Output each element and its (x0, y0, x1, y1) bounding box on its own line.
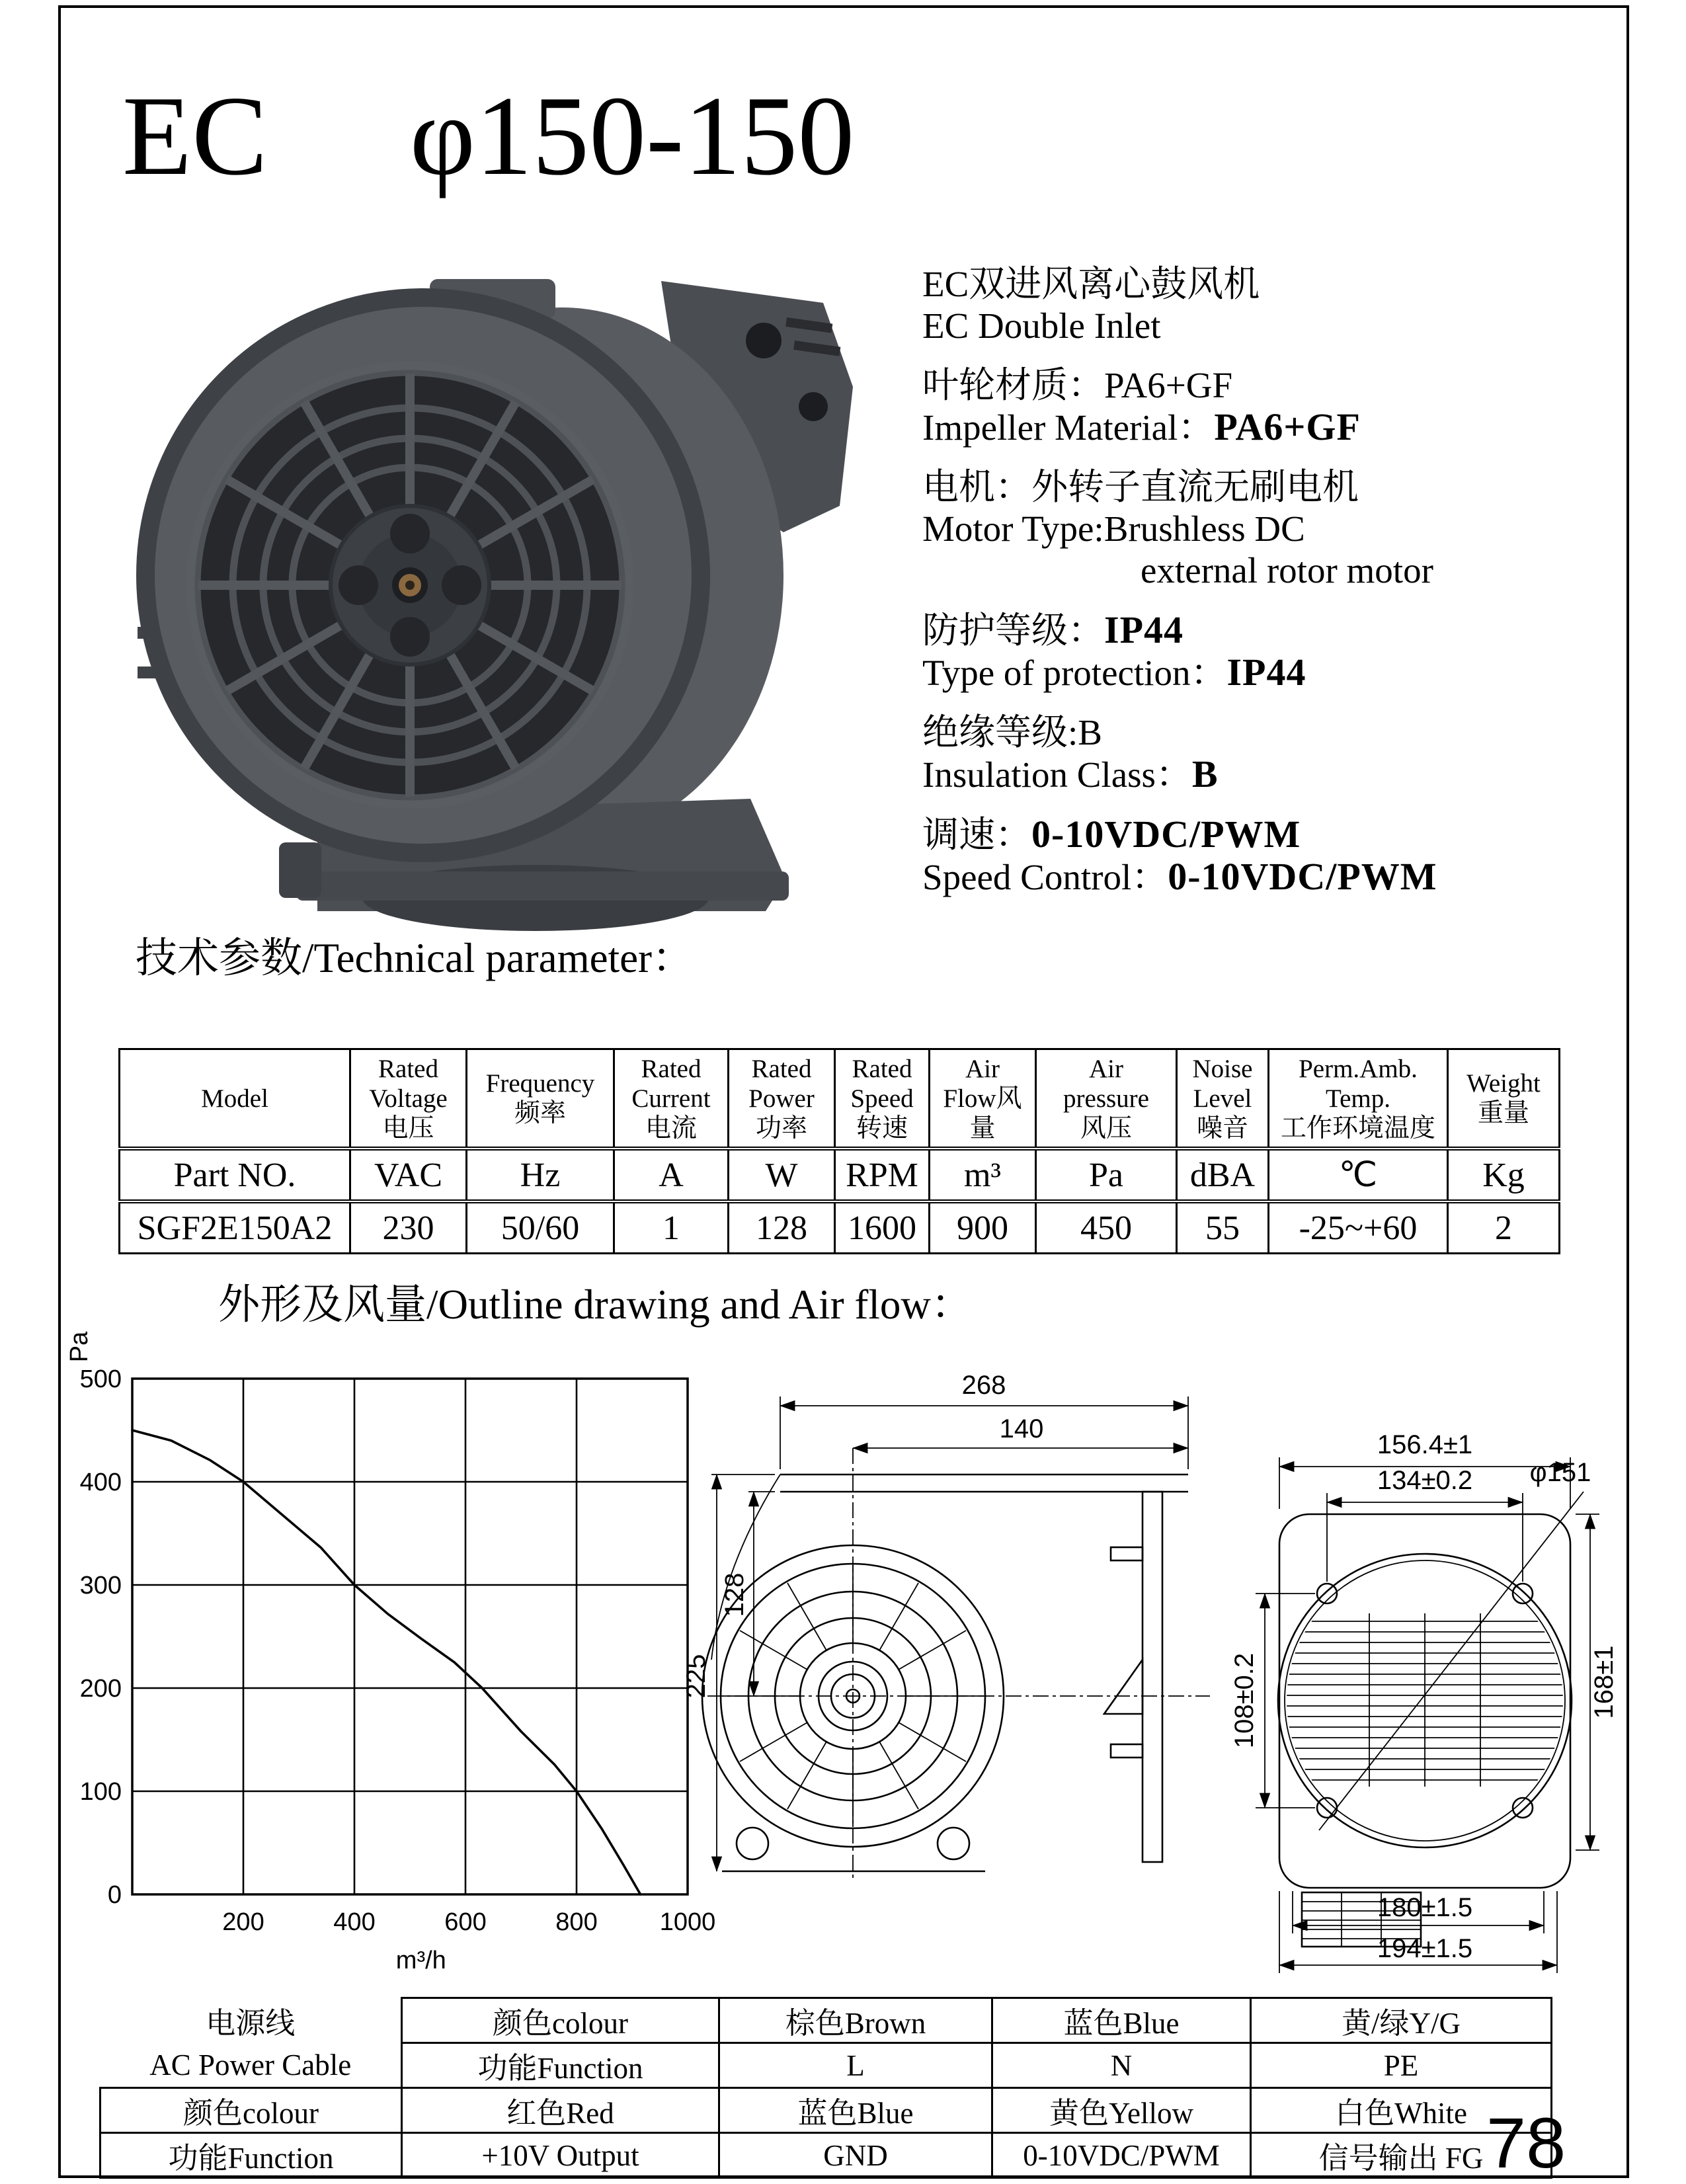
chart-xtick-label: 1000 (659, 1908, 716, 1936)
dim-hole-spacing-v: 108±0.2 (1230, 1652, 1259, 1749)
wiring-cell: PE (1251, 2043, 1552, 2088)
chart-ytick-label: 0 (107, 1881, 122, 1909)
spec-line: Type of protection：IP44 (922, 651, 1306, 694)
spec-line: Insulation Class：B (922, 752, 1219, 795)
wiring-table (99, 1997, 1552, 2179)
wiring-cell: 蓝色Blue (719, 2088, 992, 2133)
outline-airflow-heading: 外形及风量/Outline drawing and Air flow： (218, 1281, 973, 1328)
wiring-cell: 黄色Yellow (992, 2088, 1251, 2133)
dim-outlet-width: 140 (999, 1414, 1044, 1443)
dim-base-width: 180±1.5 (1377, 1893, 1473, 1922)
tech-header-cell: Air pressure 风压 (1036, 1049, 1177, 1149)
dim-hole-spacing-h: 134±0.2 (1377, 1466, 1473, 1495)
wiring-cell: 颜色colour (100, 2088, 402, 2133)
page-title (122, 73, 855, 199)
tech-header-row (120, 1049, 1560, 1149)
spec-strong-value: IP44 (1226, 651, 1306, 694)
tech-unit-cell: Hz (467, 1149, 614, 1201)
tech-value-cell: 900 (930, 1201, 1036, 1254)
wiring-cell: 黄/绿Y/G (1251, 1998, 1552, 2043)
wiring-cell: 白色White (1251, 2088, 1552, 2133)
dim-total-width: 268 (961, 1371, 1006, 1400)
tech-unit-cell: VAC (350, 1149, 467, 1201)
pq-performance-chart (46, 1313, 747, 1980)
chart-ytick-label: 200 (79, 1675, 122, 1703)
wiring-cell: GND (719, 2133, 992, 2178)
tech-header-cell: Rated Speed 转速 (835, 1049, 930, 1149)
tech-unit-cell: ℃ (1269, 1149, 1448, 1201)
product-spec-text (922, 263, 1623, 898)
wiring-cell: N (992, 2043, 1251, 2088)
tech-unit-cell: W (729, 1149, 835, 1201)
chart-xtick-label: 400 (333, 1908, 376, 1936)
outline-front-view-drawing (1226, 1415, 1623, 1997)
tech-unit-cell: A (614, 1149, 729, 1201)
tech-unit-cell: Pa (1036, 1149, 1177, 1201)
tech-value-cell: -25~+60 (1269, 1201, 1448, 1254)
tech-table (118, 1048, 1560, 1254)
dim-total-height: 225 (682, 1654, 711, 1699)
front-view-body (1278, 1492, 1584, 1947)
dim-flange-width: 156.4±1 (1377, 1430, 1473, 1459)
tech-value-cell: 230 (350, 1201, 467, 1254)
tech-value-cell: 2 (1448, 1201, 1560, 1254)
spec-line: external rotor motor (1141, 550, 1433, 590)
wiring-cell: AC Power Cable (100, 2043, 402, 2088)
spec-line: 电机：外转子直流无刷电机 (922, 467, 1359, 507)
spec-line: 防护等级：IP44 (922, 608, 1184, 651)
wiring-cell: L (719, 2043, 992, 2088)
title-model: φ150-150 (409, 73, 855, 199)
chart-xtick-label: 600 (444, 1908, 487, 1936)
chart-curve (132, 1430, 641, 1894)
tech-header-cell: Air Flow风 量 (930, 1049, 1036, 1149)
tech-unit-cell: Kg (1448, 1149, 1560, 1201)
wiring-cell: 电源线 (100, 1998, 402, 2043)
spec-strong-value: PA6+GF (1214, 405, 1361, 448)
side-view-dimensions (711, 1396, 1188, 1871)
wiring-cell: 信号输出 FG (1251, 2133, 1552, 2178)
spec-strong-value: B (1191, 752, 1219, 795)
wiring-row (100, 1998, 1552, 2043)
wiring-row (100, 2088, 1552, 2133)
power-cable-wiring-table (99, 1997, 1552, 2179)
tech-header-cell: Weight 重量 (1448, 1049, 1560, 1149)
wiring-cell: 颜色colour (402, 1998, 719, 2043)
wiring-cell: 功能Function (100, 2133, 402, 2178)
side-view-body (702, 1448, 1210, 1881)
spec-strong-value: 0-10VDC/PWM (1031, 813, 1301, 856)
tech-units-row (120, 1149, 1560, 1201)
tech-value-cell: 128 (729, 1201, 835, 1254)
chart-ytick-label: 300 (79, 1572, 122, 1599)
dim-inlet-diameter: φ151 (1529, 1458, 1591, 1487)
blower-photo-illustration (138, 279, 853, 931)
tech-value-cell: 450 (1036, 1201, 1177, 1254)
spec-line: Impeller Material：PA6+GF (922, 405, 1361, 448)
chart-xtick-label: 800 (555, 1908, 598, 1936)
wiring-cell: 红色Red (402, 2088, 719, 2133)
wiring-cell: +10V Output (402, 2133, 719, 2178)
tech-header-cell: Rated Power 功率 (729, 1049, 835, 1149)
tech-value-cell: 50/60 (467, 1201, 614, 1254)
spec-line: 叶轮材质：PA6+GF (922, 365, 1233, 405)
chart-xaxis-label: m³/h (395, 1947, 446, 1974)
chart-ytick-label: 500 (79, 1365, 122, 1393)
wiring-row (100, 2133, 1552, 2178)
spec-line: EC双进风离心鼓风机 (922, 264, 1260, 304)
tech-value-cell: 55 (1177, 1201, 1269, 1254)
tech-header-cell: Noise Level 噪音 (1177, 1049, 1269, 1149)
chart-ytick-label: 100 (79, 1778, 122, 1806)
dim-flange-height: 168±1 (1589, 1645, 1619, 1719)
spec-line: Speed Control：0-10VDC/PWM (922, 855, 1437, 898)
spec-line: 调速：0-10VDC/PWM (922, 813, 1301, 856)
wiring-cell: 功能Function (402, 2043, 719, 2088)
page-number: 78 (1486, 2103, 1566, 2183)
dim-center-height: 128 (720, 1572, 749, 1617)
chart-yaxis-label: Pa (65, 1331, 93, 1363)
spec-strong-value: IP44 (1104, 608, 1184, 651)
wiring-row (100, 2043, 1552, 2088)
wiring-cell: 棕色Brown (719, 1998, 992, 2043)
tech-unit-cell: m³ (930, 1149, 1036, 1201)
tech-vals-row (120, 1201, 1560, 1254)
chart-plot-border (132, 1379, 688, 1894)
tech-unit-cell: RPM (835, 1149, 930, 1201)
outline-side-view-drawing (682, 1349, 1217, 1911)
wiring-cell: 0-10VDC/PWM (992, 2133, 1251, 2178)
spec-line: Motor Type:Brushless DC (922, 508, 1305, 549)
tech-header-cell: Perm.Amb. Temp. 工作环境温度 (1269, 1049, 1448, 1149)
spec-strong-value: 0-10VDC/PWM (1168, 855, 1437, 898)
tech-header-cell: Model (120, 1049, 350, 1149)
tech-header-cell: Rated Current 电流 (614, 1049, 729, 1149)
tech-value-cell: SGF2E150A2 (120, 1201, 350, 1254)
tech-unit-cell: dBA (1177, 1149, 1269, 1201)
dim-total-width-front: 194±1.5 (1377, 1934, 1473, 1963)
tech-unit-cell: Part NO. (120, 1149, 350, 1201)
title-brand: EC (122, 73, 268, 199)
chart-ytick-label: 400 (79, 1469, 122, 1496)
chart-xtick-label: 200 (222, 1908, 264, 1936)
tech-value-cell: 1600 (835, 1201, 930, 1254)
wiring-cell: 蓝色Blue (992, 1998, 1251, 2043)
spec-line: 绝缘等级:B (922, 712, 1102, 752)
spec-line: EC Double Inlet (922, 305, 1161, 346)
tech-header-cell: Rated Voltage 电压 (350, 1049, 467, 1149)
tech-value-cell: 1 (614, 1201, 729, 1254)
tech-header-cell: Frequency 频率 (467, 1049, 614, 1149)
tech-parameter-table (118, 1048, 1560, 1254)
product-photo (99, 218, 860, 932)
tech-parameter-heading: 技术参数/Technical parameter： (136, 935, 694, 981)
